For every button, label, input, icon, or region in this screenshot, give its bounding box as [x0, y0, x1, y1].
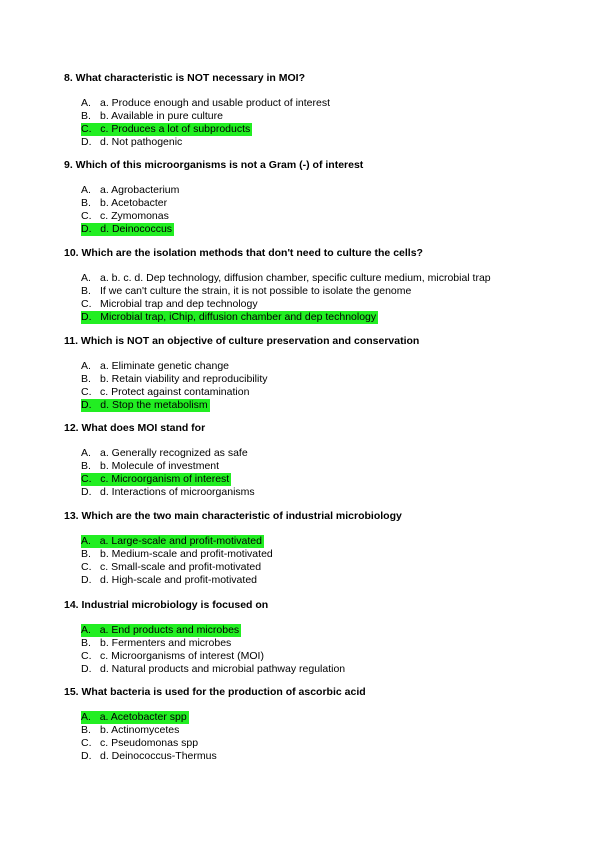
option-a-correct	[64, 535, 564, 548]
option-b	[64, 373, 564, 386]
option-b	[64, 724, 564, 737]
option-letter: D.	[81, 750, 92, 762]
option-letter: D.	[81, 311, 92, 323]
option-b	[64, 285, 564, 298]
option-letter: A.	[81, 535, 91, 547]
option-letter: A.	[81, 360, 91, 372]
option-list	[64, 360, 564, 412]
option-a-correct	[64, 711, 564, 724]
option-text: b. Retain viability and reproducibility	[100, 373, 268, 385]
option-c	[64, 210, 564, 223]
question-8	[64, 72, 564, 149]
option-list	[64, 272, 564, 324]
option-c-correct	[64, 473, 564, 486]
option-list	[64, 97, 564, 149]
question-title: 14. Industrial microbiology is focused on	[64, 599, 269, 611]
option-text: a. Agrobacterium	[100, 184, 180, 196]
option-text: d. High-scale and profit-motivated	[100, 574, 257, 586]
option-c	[64, 386, 564, 399]
option-text: a. Acetobacter spp	[99, 711, 187, 723]
option-letter: C.	[81, 298, 92, 310]
option-text: Microbial trap, iChip, diffusion chamber and dep technology	[100, 311, 377, 323]
question-15	[64, 686, 564, 763]
option-text: b. Fermenters and microbes	[100, 637, 232, 649]
question-title: 11. Which is NOT an objective of culture preservation and conservation	[64, 335, 420, 347]
option-text: c. Microorganisms of interest (MOI)	[100, 650, 264, 662]
option-a	[64, 360, 564, 373]
option-text: If we can't culture the strain, it is not possible to isolate the genome	[100, 285, 412, 297]
option-letter: D.	[81, 574, 92, 586]
option-d-correct	[64, 399, 564, 412]
option-c	[64, 561, 564, 574]
option-text: c. Zymomonas	[100, 210, 169, 222]
option-d	[64, 663, 564, 676]
option-text: c. Pseudomonas spp	[100, 737, 199, 749]
option-letter: C.	[81, 473, 92, 485]
option-d	[64, 486, 564, 499]
option-a	[64, 97, 564, 110]
correct-answer-highlight	[81, 473, 231, 486]
option-text: b. Available in pure culture	[100, 110, 223, 122]
option-letter: B.	[81, 724, 91, 736]
option-c	[64, 737, 564, 750]
option-list	[64, 447, 564, 499]
correct-answer-highlight	[81, 311, 378, 324]
option-text: a. Produce enough and usable product of interest	[100, 97, 330, 109]
option-letter: B.	[81, 637, 91, 649]
option-b	[64, 197, 564, 210]
option-letter: A.	[81, 447, 91, 459]
option-list	[64, 184, 564, 236]
option-text: a. End products and microbes	[99, 624, 240, 636]
question-14	[64, 599, 564, 676]
question-13	[64, 510, 564, 587]
question-title: 8. What characteristic is NOT necessary in MOI?	[64, 72, 306, 84]
option-letter: A.	[81, 97, 91, 109]
option-letter: B.	[81, 110, 91, 122]
option-d-correct	[64, 311, 564, 324]
option-text: a. Large-scale and profit-motivated	[99, 535, 262, 547]
question-11	[64, 335, 564, 412]
option-letter: B.	[81, 197, 91, 209]
option-letter: A.	[81, 711, 91, 723]
option-letter: D.	[81, 136, 92, 148]
option-a	[64, 184, 564, 197]
option-d	[64, 136, 564, 149]
option-text: a. Generally recognized as safe	[100, 447, 248, 459]
option-list	[64, 711, 564, 763]
option-text: d. Not pathogenic	[100, 136, 183, 148]
correct-answer-highlight	[81, 711, 189, 724]
correct-answer-highlight	[81, 223, 174, 236]
option-d	[64, 574, 564, 587]
option-letter: D.	[81, 486, 92, 498]
option-text: d. Interactions of microorganisms	[100, 486, 255, 498]
option-letter: C.	[81, 737, 92, 749]
option-letter: B.	[81, 460, 91, 472]
option-letter: B.	[81, 285, 91, 297]
option-d	[64, 750, 564, 763]
option-letter: B.	[81, 548, 91, 560]
option-letter: D.	[81, 223, 92, 235]
correct-answer-highlight	[81, 535, 264, 548]
question-12	[64, 422, 564, 499]
question-title: 13. Which are the two main characteristic of industrial microbiology	[64, 510, 402, 522]
option-text: b. Medium-scale and profit-motivated	[100, 548, 273, 560]
option-b	[64, 110, 564, 123]
option-b	[64, 637, 564, 650]
option-letter: A.	[81, 184, 91, 196]
option-text: c. Produces a lot of subproducts	[100, 123, 251, 135]
option-letter: D.	[81, 399, 92, 411]
correct-answer-highlight	[81, 399, 210, 412]
option-list	[64, 624, 564, 676]
option-d-correct	[64, 223, 564, 236]
option-letter: C.	[81, 210, 92, 222]
option-list	[64, 535, 564, 587]
option-a-correct	[64, 624, 564, 637]
option-text: c. Small-scale and profit-motivated	[100, 561, 262, 573]
question-9	[64, 159, 564, 236]
question-title: 12. What does MOI stand for	[64, 422, 206, 434]
correct-answer-highlight	[81, 123, 252, 136]
question-title: 10. Which are the isolation methods that don't need to culture the cells?	[64, 247, 423, 259]
option-text: c. Protect against contamination	[100, 386, 250, 398]
option-letter: C.	[81, 386, 92, 398]
question-title: 9. Which of this microorganisms is not a Gram (-) of interest	[64, 159, 364, 171]
option-text: Microbial trap and dep technology	[100, 298, 258, 310]
option-c	[64, 650, 564, 663]
option-text: d. Deinococcus-Thermus	[100, 750, 217, 762]
option-b	[64, 460, 564, 473]
option-text: d. Deinococcus	[100, 223, 173, 235]
option-text: d. Natural products and microbial pathway regulation	[100, 663, 346, 675]
option-letter: C.	[81, 123, 92, 135]
option-text: b. Acetobacter	[100, 197, 168, 209]
option-letter: C.	[81, 561, 92, 573]
option-letter: D.	[81, 663, 92, 675]
option-letter: C.	[81, 650, 92, 662]
option-b	[64, 548, 564, 561]
option-text: c. Microorganism of interest	[100, 473, 230, 485]
option-letter: A.	[81, 272, 91, 284]
question-title: 15. What bacteria is used for the production of ascorbic acid	[64, 686, 366, 698]
option-c-correct	[64, 123, 564, 136]
option-text: b. Molecule of investment	[100, 460, 220, 472]
option-text: d. Stop the metabolism	[100, 399, 208, 411]
option-c	[64, 298, 564, 311]
option-text: a. Eliminate genetic change	[100, 360, 229, 372]
question-10	[64, 247, 564, 324]
option-text: a. b. c. d. Dep technology, diffusion chamber, specific culture medium, microbial trap	[100, 272, 491, 284]
option-letter: A.	[81, 624, 91, 636]
option-text: b. Actinomycetes	[100, 724, 180, 736]
option-letter: B.	[81, 373, 91, 385]
option-a	[64, 447, 564, 460]
option-a	[64, 272, 564, 285]
correct-answer-highlight	[81, 624, 241, 637]
